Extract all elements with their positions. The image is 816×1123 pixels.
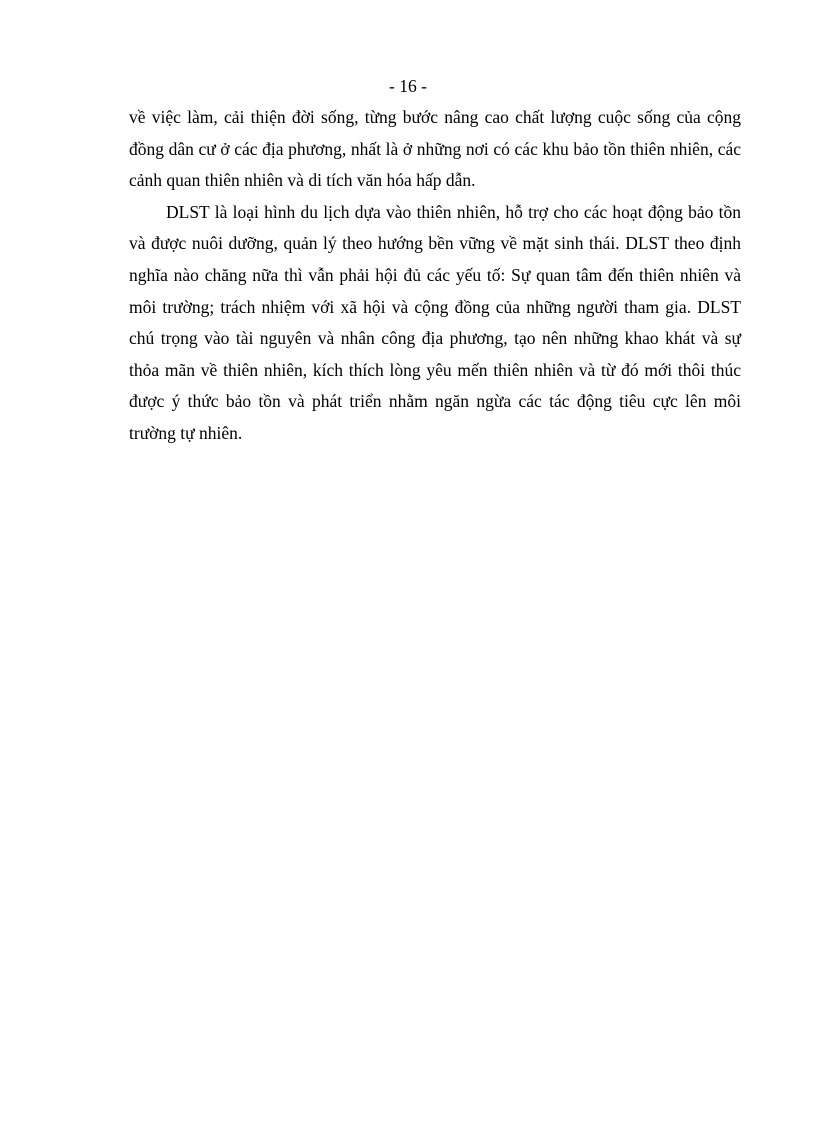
page-number: - 16 - <box>389 76 427 96</box>
paragraph-continuation: về việc làm, cải thiện đời sống, từng bước nâng cao chất lượng cuộc sống của cộng đồng dân cư ở các địa phương, nhất là ở những nơi có các khu bảo tồn thiên nhiên, các cảnh quan thiên nhiên và di tích văn hóa hấp dẫn. <box>129 107 741 191</box>
document-body <box>129 102 741 450</box>
paragraph-dlst-definition: DLST là loại hình du lịch dựa vào thiên nhiên, hỗ trợ cho các hoạt động bảo tồn và được nuôi dưỡng, quản lý theo hướng bền vững về mặt sinh thái. DLST theo định nghĩa nào chăng nữa thì vẫn phải hội đủ các yếu tố: Sự quan tâm đến thiên nhiên và môi trường; trách nhiệm với xã hội và cộng đồng của những người tham gia. DLST chú trọng vào tài nguyên và nhân công địa phương, tạo nên những khao khát và sự thỏa mãn về thiên nhiên, kích thích lòng yêu mến thiên nhiên và từ đó mới thôi thúc được ý thức bảo tồn và phát triển nhằm ngăn ngừa các tác động tiêu cực lên môi trường tự nhiên. <box>129 201 741 443</box>
